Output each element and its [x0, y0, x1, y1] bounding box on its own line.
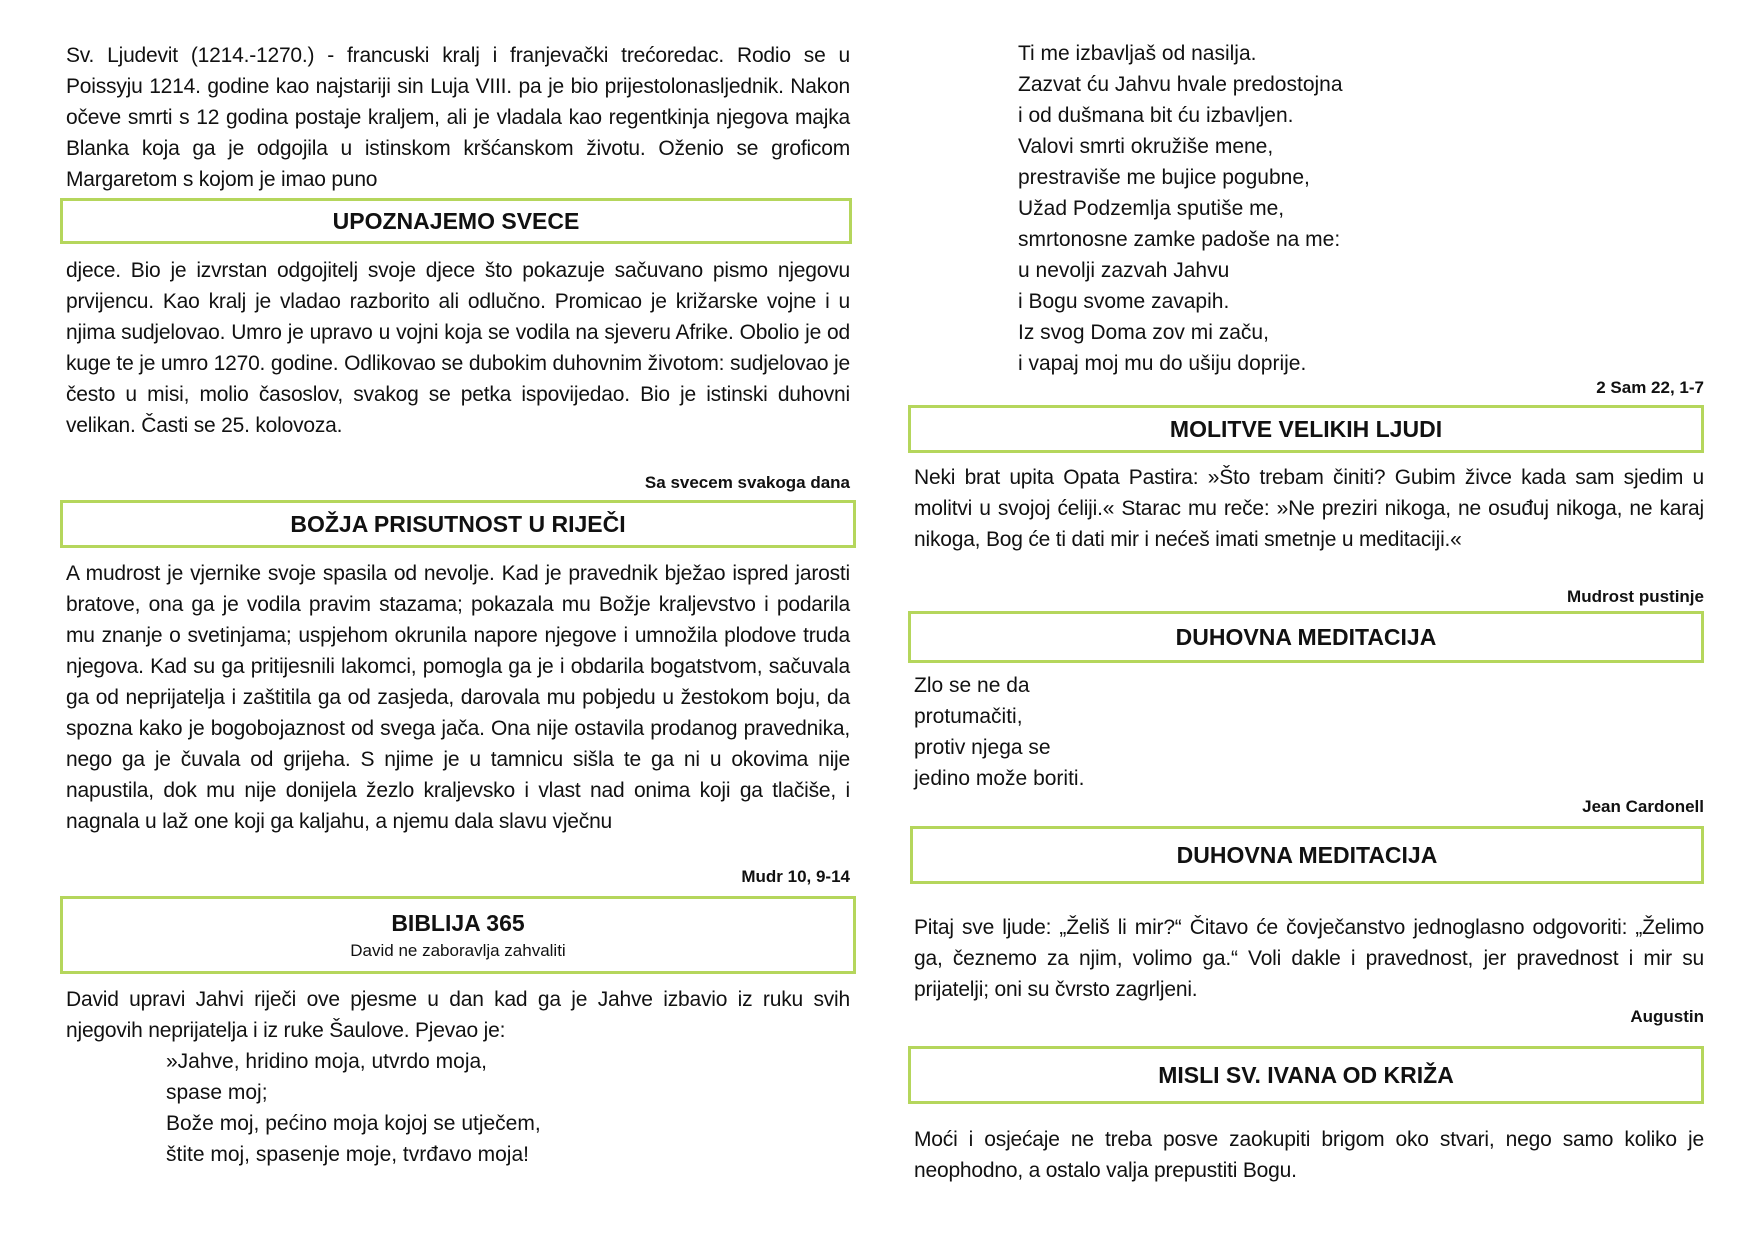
prayers-source: Mudrost pustinje	[1567, 587, 1704, 606]
meditation-line: protumačiti,	[914, 705, 1023, 728]
section-title: DUHOVNA MEDITACIJA	[1175, 623, 1437, 650]
poem-line: i od dušmana bit ću izbavljen.	[1018, 104, 1294, 127]
section-title: BOŽJA PRISUTNOST U RIJEČI	[290, 510, 626, 537]
section-header-prayers	[908, 405, 1704, 453]
bible-text: David upravi Jahvi riječi ove pjesme u dan kad ga je Jahve izbavio iz ruku svih njegovih neprijatelja i iz ruke Šaulove. Pjevao je:	[66, 988, 850, 1042]
poem-line: i Bogu svome zavapih.	[1018, 290, 1230, 313]
meditation-2-text: Pitaj sve ljude: „Želiš li mir?“ Čitavo će čovječanstvo jednoglasno odgovoriti: „Želimo ga, čeznemo za njim, volimo ga.“ Voli dakle i pravednost, jer pravednost i mir su prijatelji; oni su čvrsto zagrljeni.	[914, 916, 1704, 1001]
meditation-line: protiv njega se	[914, 736, 1051, 759]
psalm-poem	[1018, 38, 1343, 379]
poem-line: Iz svog Doma zov mi začu,	[1018, 321, 1269, 344]
section-title: UPOZNAJEMO SVECE	[332, 207, 580, 234]
section-title: DUHOVNA MEDITACIJA	[1176, 841, 1438, 868]
section-header-john-of-cross	[908, 1046, 1704, 1104]
section-title: BIBLIJA 365	[391, 909, 525, 936]
poem-line: smrtonosne zamke padoše na me:	[1018, 228, 1341, 251]
poem-line: spase moj;	[166, 1081, 268, 1104]
saint-intro-text: Sv. Ljudevit (1214.-1270.) - francuski kralj i franjevački trećoredac. Rodio se u Poissyju 1214. godine kao najstariji sin Luja VIII. pa je bio prijestolonasljednik. Nakon očeve smrti s 12 godina postaje kraljem, ali je vladala kao regentkinja njegova majka Blanka koja ga je odgojila u istinskom kršćanskom životu. Oženio se groficom Margaretom s kojom je imao puno	[66, 44, 850, 191]
psalm-source: 2 Sam 22, 1-7	[1596, 378, 1704, 397]
meditation-line: Zlo se ne da	[914, 674, 1030, 697]
poem-line: Valovi smrti okružiše mene,	[1018, 135, 1274, 158]
section-header-word	[60, 500, 856, 548]
john-of-cross-text: Moći i osjećaje ne treba posve zaokupiti brigom oko stvari, nego samo koliko je neophodno, a ostalo valja prepustiti Bogu.	[914, 1128, 1704, 1182]
word-source: Mudr 10, 9-14	[741, 867, 850, 886]
meditation-1-lines	[914, 670, 1084, 794]
meditation-line: jedino može boriti.	[914, 767, 1085, 790]
prayers-text: Neki brat upita Opata Pastira: »Što trebam činiti? Gubim živce kada sam sjedim u molitvi u svojoj ćeliji.« Starac mu reče: »Ne preziri nikoga, ne osuđuj nikoga, ne karaj nikoga, Bog će ti dati mir i nećeš imati smetnje u meditaciji.«	[914, 466, 1704, 551]
bible-poem	[166, 1046, 541, 1170]
meditation-2-source: Augustin	[1630, 1007, 1704, 1026]
section-subtitle: David ne zaboravlja zahvaliti	[350, 940, 566, 960]
section-header-saints	[60, 198, 852, 244]
poem-line: prestraviše me bujice pogubne,	[1018, 166, 1310, 189]
word-text: A mudrost je vjernike svoje spasila od nevolje. Kad je pravednik bježao ispred jarosti bratove, ona ga je vodila pravim stazama; pokazala mu Božje kraljevstvo i podarila mu znanje o svetinjama; uspjehom okrunila napore njegove i umnožila plodove truda njegova. Kad su ga pritijesnili lakomci, pomogla ga je i obdarila bogatstvom, sačuvala ga od neprijatelja i zaštitila ga od zasjeda, darovala mu pobjedu u žestokom boju, da spozna kako je bogobojaznost od svega jača. Ona nije ostavila prodanog pravednika, nego ga je čuvala od grijeha. S njime je u tamnicu sišla te ga ni u okovima nije napustila, dok mu nije donijela žezlo kraljevsko i vlast nad onima koji ga tlačiše, i nagnala u laž one koji ga kaljahu, a njemu dala slavu vječnu	[66, 562, 850, 833]
section-header-meditation-1	[908, 611, 1704, 663]
section-header-bible	[60, 896, 856, 974]
saints-text: djece. Bio je izvrstan odgojitelj svoje djece što pokazuje sačuvano pismo njegovu prvijencu. Kao kralj je vladao razborito ali odlučno. Promicao je križarske vojne i u njima sudjelovao. Umro je upravo u vojni koja se vodila na sjeveru Afrike. Obolio je od kuge te je umro 1270. godine. Odlikovao se dubokim duhovnim životom: sudjelovao je često u misi, molio časoslov, svakog se petka ispovijedao. Bio je istinski duhovni velikan. Časti se 25. kolovoza.	[66, 259, 850, 437]
poem-line: »Jahve, hridino moja, utvrdo moja,	[166, 1050, 487, 1073]
section-header-meditation-2	[910, 826, 1704, 884]
poem-line: štite moj, spasenje moje, tvrđavo moja!	[166, 1143, 529, 1166]
saints-source: Sa svecem svakoga dana	[644, 473, 850, 492]
section-title: MISLI SV. IVANA OD KRIŽA	[1158, 1061, 1454, 1088]
poem-line: Zazvat ću Jahvu hvale predostojna	[1018, 73, 1343, 96]
poem-line: Bože moj, pećino moja kojoj se utječem,	[166, 1112, 541, 1135]
poem-line: Ti me izbavljaš od nasilja.	[1018, 42, 1257, 65]
meditation-1-source: Jean Cardonell	[1582, 797, 1704, 816]
poem-line: Užad Podzemlja sputiše me,	[1018, 197, 1285, 220]
poem-line: i vapaj moj mu do ušiju doprije.	[1018, 352, 1307, 375]
section-title: MOLITVE VELIKIH LJUDI	[1169, 415, 1443, 442]
poem-line: u nevolji zazvah Jahvu	[1018, 259, 1230, 282]
